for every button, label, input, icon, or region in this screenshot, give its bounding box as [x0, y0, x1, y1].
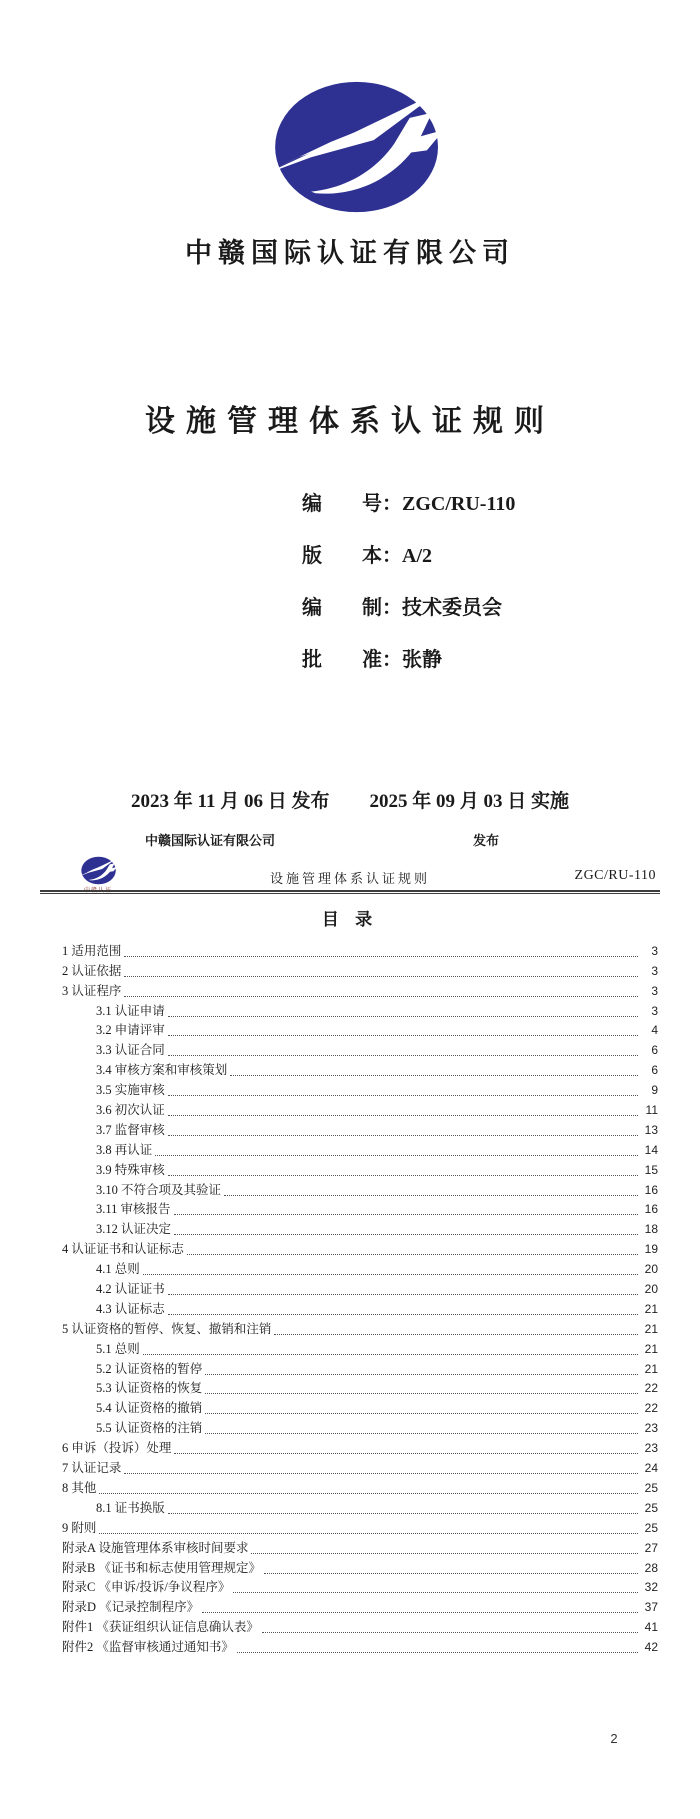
- toc-entry: [62, 1557, 658, 1577]
- page-number: 2: [610, 1731, 618, 1746]
- toc-entry-title: 8 其他: [62, 1480, 97, 1495]
- toc-entry-page: 3: [651, 983, 658, 998]
- toc-entry-page: 42: [644, 1640, 658, 1655]
- toc-entry-title: 7 认证记录: [62, 1461, 122, 1476]
- toc-entry-title: 3.7 监督审核: [96, 1122, 165, 1137]
- toc-entry-title: 3.11 审核报告: [96, 1202, 171, 1217]
- toc-entry-title: 3.2 申请评审: [96, 1023, 165, 1038]
- toc-title: 目 录: [321, 910, 379, 929]
- dot-leader: [237, 1652, 638, 1653]
- toc-entry: [62, 960, 658, 980]
- dot-leader: [274, 1334, 638, 1335]
- toc-entry: [62, 1517, 658, 1537]
- dot-leader: [205, 1413, 638, 1414]
- toc-entry-title: 3 认证程序: [62, 983, 122, 998]
- toc-entry-page: 15: [644, 1162, 658, 1177]
- toc-entry-title: 3.6 初次认证: [96, 1103, 165, 1118]
- field-value: 张静: [402, 649, 442, 671]
- dot-leader: [205, 1393, 638, 1394]
- toc-entry: [62, 1119, 658, 1139]
- toc-entry-title: 3.9 特殊审核: [96, 1162, 165, 1177]
- header-divider: [40, 890, 660, 894]
- field-label: 批 准：: [302, 649, 402, 671]
- toc-entry-page: 27: [644, 1540, 658, 1555]
- document-title: 设施管理体系认证规则: [145, 405, 555, 438]
- toc-entry: [62, 1099, 658, 1119]
- toc-entry-page: 16: [644, 1182, 658, 1197]
- toc-entry-title: 3.12 认证决定: [96, 1222, 172, 1237]
- toc-entry-title: 3.10 不符合项及其验证: [96, 1182, 222, 1197]
- cover-field-row: [252, 464, 516, 515]
- field-value: A/2: [402, 545, 432, 567]
- dot-leader: [202, 1612, 638, 1613]
- toc-entry: [62, 1497, 658, 1517]
- release-date: 2023 年 11 月 06 日 发布: [131, 791, 330, 812]
- toc-entry-title: 9 附则: [62, 1520, 97, 1535]
- toc-entry: [62, 1338, 658, 1358]
- toc-entry-title: 1 适用范围: [62, 943, 122, 958]
- toc-entry: [62, 1318, 658, 1338]
- toc-entry: [62, 1477, 658, 1497]
- toc-entry-page: 21: [644, 1321, 658, 1336]
- toc-entry-title: 3.1 认证申请: [96, 1003, 165, 1018]
- dot-leader: [205, 1433, 638, 1434]
- field-label: 版 本：: [302, 545, 402, 567]
- toc-entry-title: 2 认证依据: [62, 963, 122, 978]
- toc-entry-page: 6: [651, 1043, 658, 1058]
- toc-entry: [62, 1417, 658, 1437]
- dot-leader: [143, 1354, 638, 1355]
- footer-company: 中赣国际认证有限公司: [145, 833, 276, 848]
- toc-entry-title: 8.1 证书换版: [96, 1500, 165, 1515]
- dot-leader: [124, 1473, 638, 1474]
- dot-leader: [168, 1513, 638, 1514]
- dot-leader: [224, 1195, 638, 1196]
- dot-leader: [168, 1175, 638, 1176]
- toc-entry: [62, 1020, 658, 1040]
- toc-entry-title: 4.3 认证标志: [96, 1301, 165, 1316]
- header-doc-number: ZGC/RU-110: [574, 868, 656, 883]
- dot-leader: [124, 996, 638, 997]
- toc-entry: [62, 1616, 658, 1636]
- toc-entry-title: 4.1 总则: [96, 1262, 140, 1277]
- toc-entry-page: 21: [644, 1301, 658, 1316]
- toc-entry: [62, 1039, 658, 1059]
- dot-leader: [168, 1055, 638, 1056]
- dot-leader: [187, 1254, 638, 1255]
- dot-leader: [143, 1274, 638, 1275]
- dot-leader: [174, 1214, 638, 1215]
- dot-leader: [155, 1155, 638, 1156]
- dot-leader: [168, 1294, 638, 1295]
- field-label: 编 制：: [302, 597, 402, 619]
- implementation-date: 2025 年 09 月 03 日 实施: [369, 791, 569, 812]
- toc-entry: [62, 1139, 658, 1159]
- toc-entry-page: 23: [644, 1421, 658, 1436]
- dot-leader: [168, 1095, 638, 1096]
- toc-entry: [62, 1298, 658, 1318]
- field-value: ZGC/RU-110: [402, 493, 516, 515]
- toc-entry-page: 3: [651, 1003, 658, 1018]
- dot-leader: [168, 1035, 638, 1036]
- toc-entry: [62, 1437, 658, 1457]
- logo-caption: 中赣认证: [83, 888, 112, 894]
- toc-entry-page: 19: [644, 1242, 658, 1257]
- dot-leader: [99, 1493, 638, 1494]
- toc-entry-title: 附录C 《申诉/投诉/争议程序》: [62, 1580, 231, 1595]
- footer-publish: 发布: [473, 833, 500, 848]
- toc-entry-title: 附录D 《记录控制程序》: [62, 1600, 200, 1615]
- toc-entry-title: 附件1 《获证组织认证信息确认表》: [62, 1620, 259, 1635]
- toc-entry-page: 21: [644, 1361, 658, 1376]
- toc-entry-page: 20: [644, 1262, 658, 1277]
- toc-entry: [62, 1179, 658, 1199]
- field-value: 技术委员会: [402, 597, 502, 619]
- toc-entry-page: 20: [644, 1282, 658, 1297]
- toc-entry-page: 9: [651, 1083, 658, 1098]
- toc-entry-page: 13: [644, 1122, 658, 1137]
- toc-entry: [62, 1397, 658, 1417]
- toc-entry-page: 16: [644, 1202, 658, 1217]
- company-logo-icon: [264, 74, 444, 220]
- toc-entry-page: 22: [644, 1401, 658, 1416]
- toc-entry-page: 32: [644, 1580, 658, 1595]
- dot-leader: [233, 1592, 638, 1593]
- page-header: [40, 856, 660, 894]
- dot-leader: [174, 1234, 638, 1235]
- toc-entry-title: 5.5 认证资格的注销: [96, 1421, 203, 1436]
- toc-entry: [62, 1199, 658, 1219]
- toc-entry-title: 3.3 认证合同: [96, 1043, 165, 1058]
- toc-entry-title: 附件2 《监督审核通过通知书》: [62, 1640, 234, 1655]
- dot-leader: [168, 1115, 638, 1116]
- toc-entry-page: 3: [651, 943, 658, 958]
- dot-leader: [264, 1573, 638, 1574]
- dot-leader: [251, 1553, 638, 1554]
- toc-entry: [62, 1378, 658, 1398]
- dot-leader: [230, 1075, 638, 1076]
- dot-leader: [124, 976, 638, 977]
- toc-entry: [62, 1278, 658, 1298]
- toc-entry-title: 3.5 实施审核: [96, 1083, 165, 1098]
- toc-entry-page: 37: [644, 1600, 658, 1615]
- dot-leader: [168, 1135, 638, 1136]
- toc-entry-title: 附录B 《证书和标志使用管理规定》: [62, 1560, 261, 1575]
- toc-entry-title: 5.4 认证资格的撤销: [96, 1401, 203, 1416]
- toc-entry-title: 6 申诉（投诉）处理: [62, 1441, 172, 1456]
- toc-entry: [62, 1059, 658, 1079]
- toc-entry: [62, 940, 658, 960]
- cover-fields: [252, 464, 515, 672]
- toc-entry-title: 5.3 认证资格的恢复: [96, 1381, 203, 1396]
- toc-entry: [62, 1159, 658, 1179]
- toc-entry: [62, 1596, 658, 1616]
- dot-leader: [205, 1374, 638, 1375]
- toc-entry: [62, 1457, 658, 1477]
- toc-entry-page: 23: [644, 1441, 658, 1456]
- dot-leader: [168, 1314, 638, 1315]
- toc-entry-page: 24: [644, 1461, 658, 1476]
- dot-leader: [99, 1533, 638, 1534]
- toc-entry-title: 4 认证证书和认证标志: [62, 1242, 184, 1257]
- toc-entry-page: 18: [644, 1222, 658, 1237]
- toc-entry: [62, 1258, 658, 1278]
- dot-leader: [262, 1632, 638, 1633]
- toc-entry: [62, 1218, 658, 1238]
- company-name: 中赣国际认证有限公司: [185, 238, 515, 268]
- toc-entry-page: 25: [644, 1500, 658, 1515]
- date-line: [0, 786, 700, 813]
- toc-entry: [62, 980, 658, 1000]
- toc-entry: [62, 1358, 658, 1378]
- dot-leader: [168, 1016, 638, 1017]
- toc-entry-page: 41: [644, 1620, 658, 1635]
- header-doc-title: 设施管理体系认证规则: [269, 871, 430, 886]
- toc-entry-page: 11: [645, 1103, 658, 1118]
- dot-leader: [174, 1453, 638, 1454]
- dot-leader: [124, 956, 638, 957]
- toc-entry-title: 5 认证资格的暂停、恢复、撤销和注销: [62, 1321, 272, 1336]
- toc-entry-page: 25: [644, 1480, 658, 1495]
- toc-entry-page: 3: [651, 963, 658, 978]
- toc-entry: [62, 1079, 658, 1099]
- toc-entry-title: 3.4 审核方案和审核策划: [96, 1063, 228, 1078]
- toc-entry-page: 22: [644, 1381, 658, 1396]
- toc-entry-page: 25: [644, 1520, 658, 1535]
- toc-entry: [62, 1000, 658, 1020]
- toc-entry-page: 4: [651, 1023, 658, 1038]
- toc-entry: [62, 1238, 658, 1258]
- toc-entry-title: 5.2 认证资格的暂停: [96, 1361, 203, 1376]
- toc-entry: [62, 1636, 658, 1656]
- toc-entry: [62, 1577, 658, 1597]
- toc-entry-page: 6: [651, 1063, 658, 1078]
- toc-entry-title: 附录A 设施管理体系审核时间要求: [62, 1540, 249, 1555]
- field-label: 编 号：: [302, 493, 402, 515]
- toc-entry-title: 3.8 再认证: [96, 1142, 153, 1157]
- toc-entry-page: 21: [644, 1341, 658, 1356]
- toc-entry-title: 5.1 总则: [96, 1341, 140, 1356]
- toc-list: [62, 940, 658, 1656]
- toc-entry-page: 14: [644, 1142, 658, 1157]
- toc-entry: [62, 1537, 658, 1557]
- toc-entry-page: 28: [644, 1560, 658, 1575]
- toc-entry-title: 4.2 认证证书: [96, 1282, 165, 1297]
